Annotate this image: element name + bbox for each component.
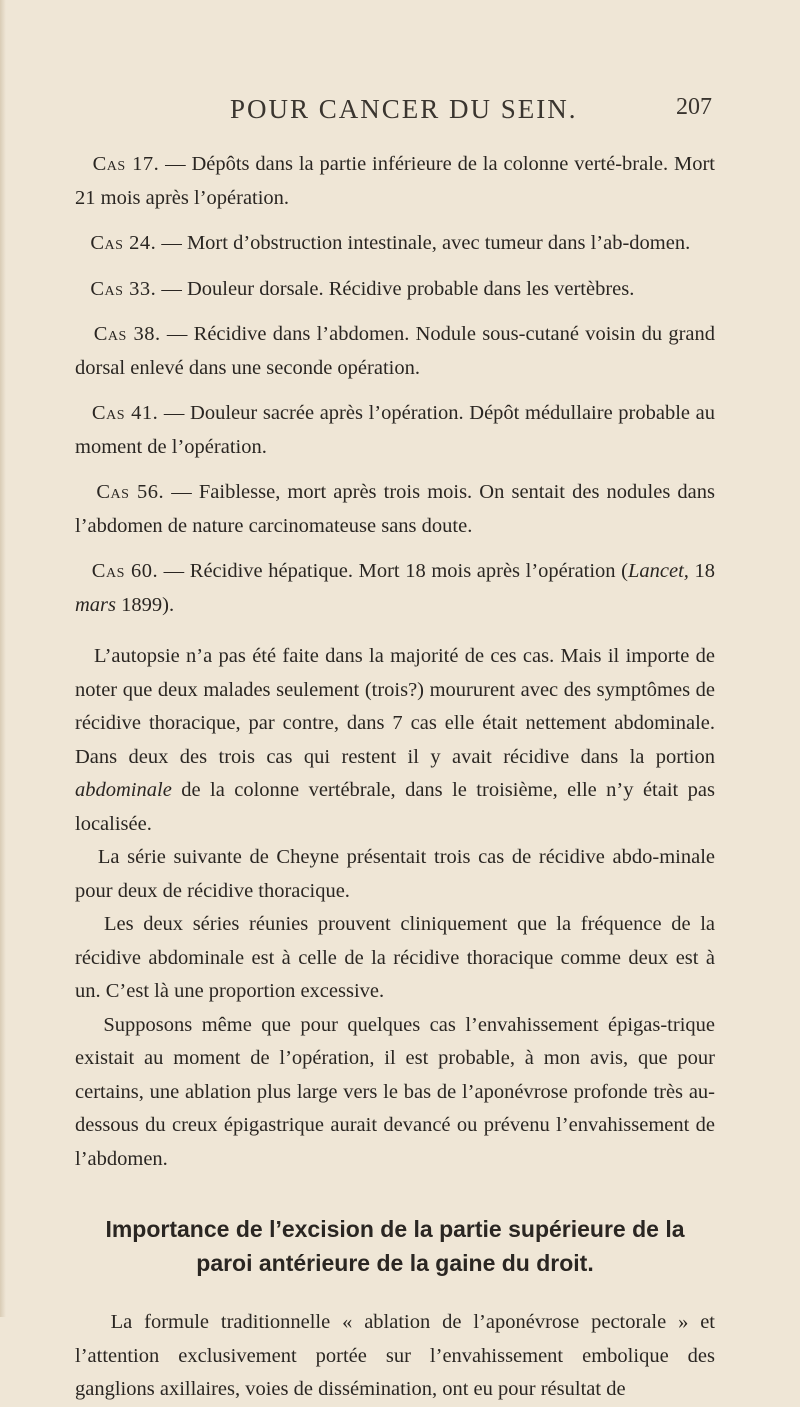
section-heading: Importance de l’excision de la partie supérieure de la paroi antérieure de la gaine du droit. [105, 1216, 685, 1276]
running-title: POUR CANCER DU SEIN. [230, 94, 578, 124]
case-label: Cas 33. [90, 277, 157, 300]
case-41 [75, 397, 715, 464]
case-text: — Récidive hépatique. Mort 18 mois après l’opération ( [163, 560, 628, 582]
emphasis-abdominale: abdominale [75, 779, 172, 801]
paragraph-autopsy: L’autopsie n’a pas été faite dans la majorité de ces cas. Mais il importe de noter que deux malades seulement (trois?) moururent avec des symptômes de récidive thoracique, par contre, dans 7 cas elle était nettement abdominale. Dans deux des trois cas qui restent il y avait récidive dans la portion abdominale de la colonne vertébrale, dans le troisième, elle n’y était pas localisée. [75, 645, 715, 835]
case-56 [75, 476, 715, 543]
case-38 [75, 318, 715, 385]
case-text: — Mort d’obstruction intestinale, avec tumeur dans l’ab-domen. [161, 232, 691, 254]
citation-year: 1899). [116, 593, 175, 616]
case-33 [75, 273, 715, 307]
page-header [0, 94, 800, 134]
case-label: Cas 41. [91, 402, 159, 424]
paragraph-formule: La formule traditionnelle « ablation de l’aponévrose pectorale » et l’attention exclusivement portée sur l’envahissement embolique des ganglions axillaires, voies de dissémination, ont eu pour résultat de [75, 1311, 716, 1400]
citation-month: mars [75, 593, 117, 616]
case-24 [75, 227, 715, 261]
case-text: — Faiblesse, mort après trois mois. On sentait des nodules dans l’abdomen de nature carcinomateuse sans doute. [75, 481, 715, 537]
paragraph-cheyne: La série suivante de Cheyne présentait trois cas de récidive abdo-minale pour deux de récidive thoracique. [75, 846, 715, 902]
case-17 [75, 148, 715, 215]
case-label: Cas 38. [93, 323, 161, 345]
page-number: 207 [676, 94, 712, 120]
case-text: — Douleur dorsale. Récidive probable dans les vertèbres. [161, 277, 635, 300]
case-label: Cas 60. [91, 560, 159, 582]
case-text: — Dépôts dans la partie inférieure de la colonne verté-brale. Mort 21 mois après l’opération. [75, 153, 716, 209]
page-body [75, 148, 715, 1407]
paragraph-series: Les deux séries réunies prouvent cliniquement que la fréquence de la récidive abdominale est à celle de la récidive thoracique comme deux est à un. C’est là une proportion excessive. [75, 913, 715, 1002]
case-label: Cas 17. [92, 153, 160, 175]
citation-day: 18 [688, 560, 715, 582]
case-60 [75, 555, 715, 622]
case-text: — Récidive dans l’abdomen. Nodule sous-cutané voisin du grand dorsal enlevé dans une seconde opération. [75, 323, 716, 379]
page-spine-shadow [0, 0, 6, 1317]
case-label: Cas 56. [96, 481, 165, 503]
case-text: — Douleur sacrée après l’opération. Dépôt médullaire probable au moment de l’opération. [75, 402, 716, 458]
case-label: Cas 24. [90, 232, 157, 254]
paragraph-supposons: Supposons même que pour quelques cas l’envahissement épigas-trique existait au moment de l’opération, il est probable, à mon avis, que pour certains, une ablation plus large vers le bas de l’aponévrose profonde très au-dessous du creux épigastrique aurait devancé ou prévenu l’envahissement de l’abdomen. [75, 1013, 715, 1170]
citation-journal: Lancet, [627, 560, 689, 582]
